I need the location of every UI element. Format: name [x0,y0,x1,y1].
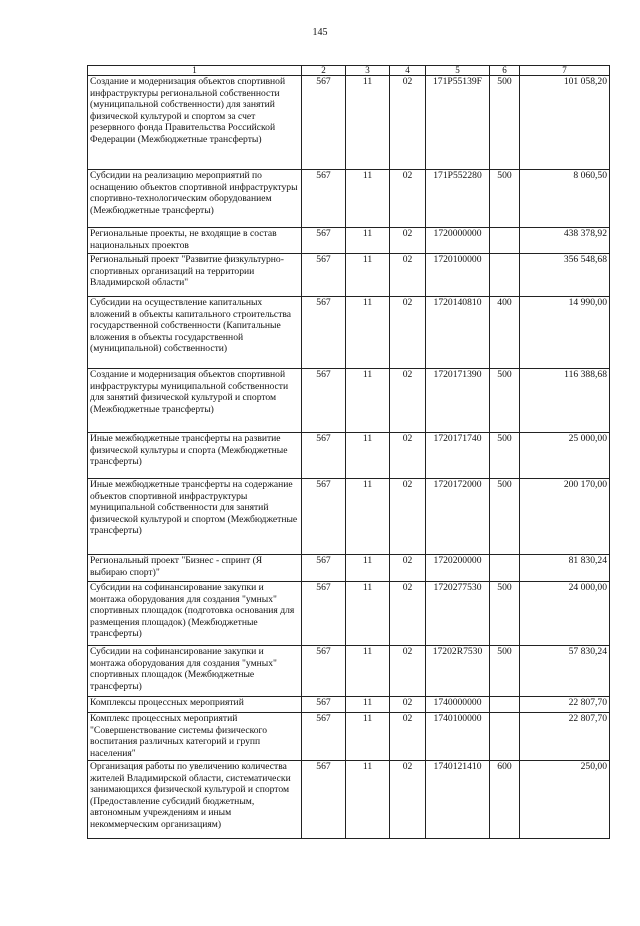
row-section: 11 [346,646,390,697]
row-ministry-code: 567 [302,713,346,761]
row-section: 11 [346,76,390,170]
row-target-code: 1720140810 [426,297,490,369]
row-subsection: 02 [390,254,426,297]
header-col-3: 3 [346,66,390,76]
row-expense-type [490,713,520,761]
row-ministry-code: 567 [302,369,346,433]
table-row [88,254,610,297]
row-target-code: 1740121410 [426,761,490,839]
header-col-1: 1 [88,66,302,76]
row-name: Иные межбюджетные трансферты на развитие физической культуры и спорта (Межбюджетные трансферты) [88,433,302,479]
header-col-2: 2 [302,66,346,76]
row-section: 11 [346,170,390,228]
header-row [88,66,610,76]
row-section: 11 [346,228,390,254]
row-section: 11 [346,369,390,433]
row-name: Создание и модернизация объектов спортивной инфраструктуры муниципальной собственности для занятий физической культурой и спортом (Межбюджетные трансферты) [88,369,302,433]
row-amount: 356 548,68 [520,254,610,297]
header-col-7: 7 [520,66,610,76]
row-ministry-code: 567 [302,761,346,839]
row-name: Создание и модернизация объектов спортивной инфраструктуры региональной собственности (муниципальной собственности) для занятий физической культурой и спортом за счет резервного фонда Правительства Российской Федерации (Межбюджетные трансферты) [88,76,302,170]
row-amount: 57 830,24 [520,646,610,697]
row-expense-type: 400 [490,297,520,369]
row-subsection: 02 [390,697,426,713]
row-amount: 101 058,20 [520,76,610,170]
row-expense-type [490,697,520,713]
row-amount: 116 388,68 [520,369,610,433]
row-target-code: 1720200000 [426,555,490,582]
row-amount: 81 830,24 [520,555,610,582]
row-section: 11 [346,555,390,582]
row-name: Региональный проект "Развитие физкультурно-спортивных организаций на территории Владимирской области" [88,254,302,297]
page-number: 145 [312,27,328,38]
header-col-4: 4 [390,66,426,76]
row-subsection: 02 [390,646,426,697]
row-amount: 22 807,70 [520,697,610,713]
row-ministry-code: 567 [302,582,346,646]
row-amount: 22 807,70 [520,713,610,761]
row-subsection: 02 [390,369,426,433]
row-target-code: 17202R7530 [426,646,490,697]
row-ministry-code: 567 [302,555,346,582]
table-row [88,713,610,761]
row-expense-type: 500 [490,369,520,433]
row-subsection: 02 [390,76,426,170]
row-section: 11 [346,433,390,479]
row-target-code: 171P552280 [426,170,490,228]
row-expense-type: 500 [490,433,520,479]
row-target-code: 1720277530 [426,582,490,646]
row-ministry-code: 567 [302,297,346,369]
table-row [88,582,610,646]
row-section: 11 [346,582,390,646]
row-ministry-code: 567 [302,697,346,713]
row-section: 11 [346,697,390,713]
row-name: Организация работы по увеличению количества жителей Владимирской области, систематически занимающихся физической культурой и спортом (Предоставление субсидий бюджетным, автономным учреждениям и иным некоммерческим организациям) [88,761,302,839]
row-section: 11 [346,479,390,555]
row-name: Субсидии на реализацию мероприятий по оснащению объектов спортивной инфраструктуры спортивно-технологическим оборудованием (Межбюджетные трансферты) [88,170,302,228]
row-subsection: 02 [390,170,426,228]
row-ministry-code: 567 [302,479,346,555]
row-amount: 25 000,00 [520,433,610,479]
row-name: Иные межбюджетные трансферты на содержание объектов спортивной инфраструктуры муниципальной собственности для занятий физической культурой и спортом (Межбюджетные трансферты) [88,479,302,555]
table-row [88,369,610,433]
row-target-code: 171P55139F [426,76,490,170]
row-name: Субсидии на осуществление капитальных вложений в объекты капитального строительства государственной собственности (Капитальные вложения в объекты государственной (муниципальной) собственности) [88,297,302,369]
row-amount: 250,00 [520,761,610,839]
row-subsection: 02 [390,582,426,646]
row-name: Региональный проект "Бизнес - спринт (Я выбираю спорт)" [88,555,302,582]
row-expense-type: 600 [490,761,520,839]
row-expense-type [490,228,520,254]
row-name: Комплексы процессных мероприятий [88,697,302,713]
row-expense-type [490,254,520,297]
row-target-code: 1720100000 [426,254,490,297]
table-row [88,555,610,582]
row-target-code: 1720171390 [426,369,490,433]
row-section: 11 [346,761,390,839]
row-expense-type: 500 [490,582,520,646]
row-amount: 8 060,50 [520,170,610,228]
row-subsection: 02 [390,761,426,839]
row-subsection: 02 [390,713,426,761]
row-amount: 14 990,00 [520,297,610,369]
table-row [88,170,610,228]
table-row [88,297,610,369]
table-row [88,697,610,713]
row-name: Субсидии на софинансирование закупки и монтажа оборудования для создания "умных" спортивных площадок (подготовка основания для размещения площадок) (Межбюджетные трансферты) [88,582,302,646]
row-expense-type: 500 [490,170,520,228]
row-target-code: 1720172000 [426,479,490,555]
table-row [88,76,610,170]
row-section: 11 [346,297,390,369]
row-subsection: 02 [390,555,426,582]
budget-table [87,65,610,839]
row-expense-type: 500 [490,479,520,555]
table-row [88,479,610,555]
row-subsection: 02 [390,479,426,555]
row-target-code: 1720171740 [426,433,490,479]
table-row [88,228,610,254]
table-row [88,646,610,697]
table-row [88,433,610,479]
row-expense-type: 500 [490,646,520,697]
row-target-code: 1720000000 [426,228,490,254]
row-subsection: 02 [390,433,426,479]
table-row [88,761,610,839]
row-name: Комплекс процессных мероприятий "Совершенствование системы физического воспитания различных категорий и групп населения" [88,713,302,761]
row-expense-type [490,555,520,582]
row-section: 11 [346,254,390,297]
row-name: Субсидии на софинансирование закупки и монтажа оборудования для создания "умных" спортивных площадок (Межбюджетные трансферты) [88,646,302,697]
row-amount: 438 378,92 [520,228,610,254]
row-ministry-code: 567 [302,433,346,479]
row-amount: 24 000,00 [520,582,610,646]
row-subsection: 02 [390,297,426,369]
row-amount: 200 170,00 [520,479,610,555]
row-ministry-code: 567 [302,228,346,254]
row-expense-type: 500 [490,76,520,170]
row-ministry-code: 567 [302,254,346,297]
row-section: 11 [346,713,390,761]
row-ministry-code: 567 [302,76,346,170]
row-target-code: 1740100000 [426,713,490,761]
row-subsection: 02 [390,228,426,254]
row-name: Региональные проекты, не входящие в состав национальных проектов [88,228,302,254]
row-target-code: 1740000000 [426,697,490,713]
header-col-5: 5 [426,66,490,76]
row-ministry-code: 567 [302,646,346,697]
row-ministry-code: 567 [302,170,346,228]
header-col-6: 6 [490,66,520,76]
